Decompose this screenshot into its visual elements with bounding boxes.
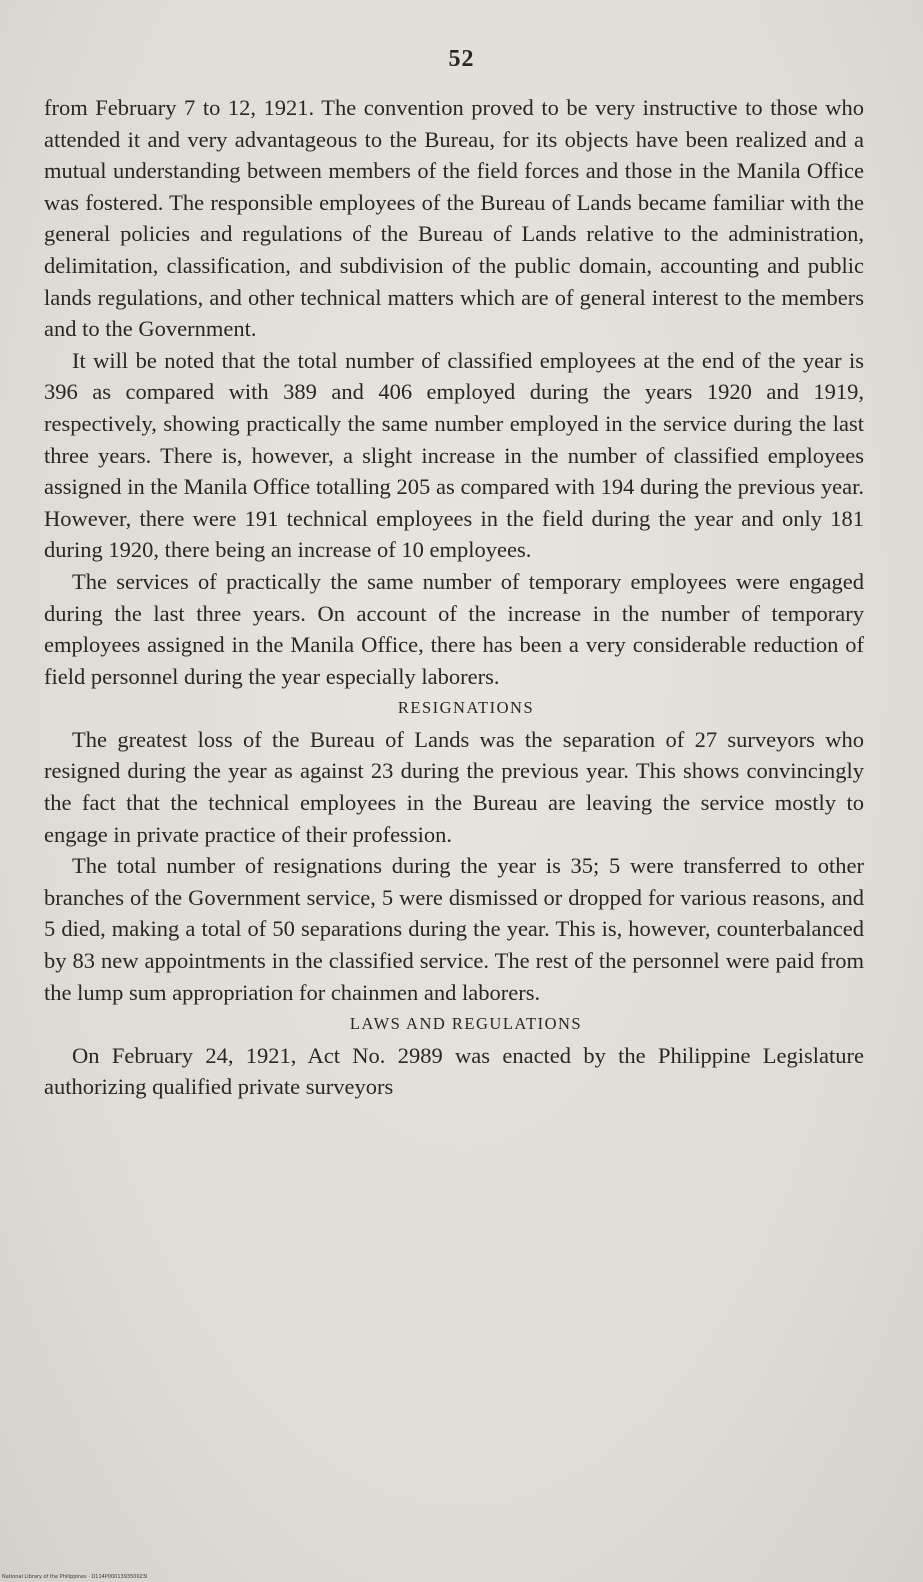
- paragraph-convention: from February 7 to 12, 1921. The convention proved to be very instructive to those who attended it and very advantageous to the Bureau, for its objects have been realized and a mutual understanding between members of the field forces and those in the Manila Office was fostered. The responsible employees of the Bureau of Lands became familiar with the general policies and regulations of the Bureau of Lands relative to the administration, delimitation, classification, and subdivision of the public domain, accounting and public lands regulations, and other technical matters which are of general interest to the members and to the Government.: [44, 95, 864, 342]
- paragraph-classified-employees: It will be noted that the total number of classified employees at the end of the year is 396 as compared with 389 and 406 employed during the years 1920 and 1919, respectively, showing practically the same number employed in the service during the last three years. There is, however, a slight increase in the number of classified employees assigned in the Manila Office totalling 205 as compared with 194 during the previous year. However, there were 191 technical employees in the field during the year and only 181 during 1920, there being an increase of 10 employees.: [44, 347, 864, 563]
- paragraph-surveyors-loss: The greatest loss of the Bureau of Lands was the separation of 27 surveyors who resigned during the year as against 23 during the previous year. This shows convincingly the fact that the technical employees in the Bureau are leaving the service mostly to engage in private practice of their profession.: [44, 726, 864, 847]
- heading-laws-and-regulations: LAWS AND REGULATIONS: [349, 1014, 583, 1034]
- scan-credit: National Library of the Philippines · D114P000139350023I: [2, 1574, 148, 1580]
- heading-resignations: RESIGNATIONS: [397, 698, 535, 718]
- paragraph-temporary-employees: The services of practically the same number of temporary employees were engaged during the last three years. On account of the increase in the number of temporary employees assigned in the Manila Office, there has been a very considerable reduction of field personnel during the year especially laborers.: [44, 568, 864, 689]
- body-text: [44, 92, 864, 1103]
- page-number: 52: [448, 46, 475, 72]
- paragraph-separations: The total number of resignations during the year is 35; 5 were transferred to other branches of the Government service, 5 were dismissed or dropped for various reasons, and 5 died, making a total of 50 separations during the year. This is, however, counterbalanced by 83 new appointments in the classified service. The rest of the personnel were paid from the lump sum appropriation for chainmen and laborers.: [44, 853, 864, 1005]
- paragraph-act-2989: On February 24, 1921, Act No. 2989 was enacted by the Philippine Legislature authorizing qualified private surveyors: [44, 1042, 864, 1100]
